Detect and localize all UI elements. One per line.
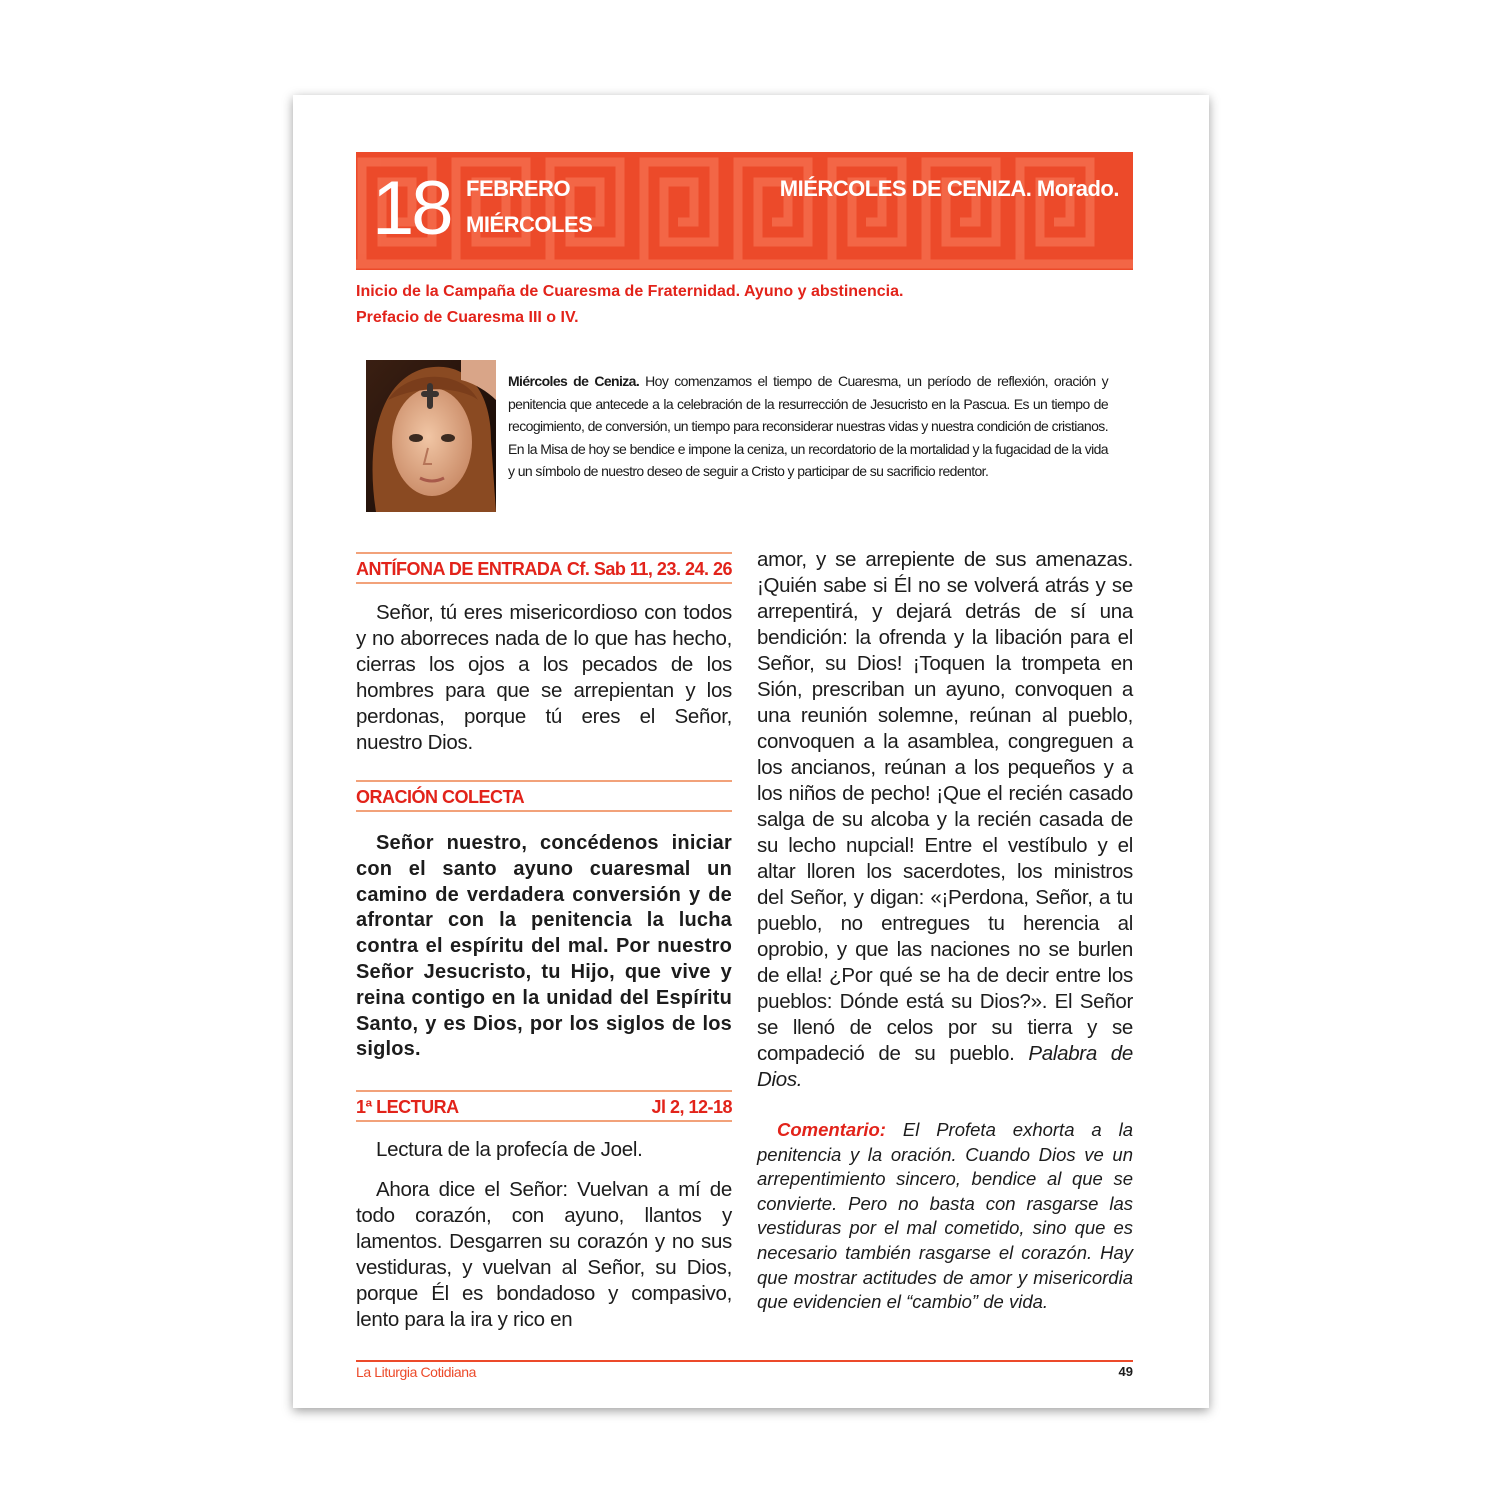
lectura-title: 1ª LECTURA — [356, 1097, 459, 1117]
lectura-text-left: Ahora dice el Señor: Vuelvan a mí de todo corazón, con ayuno, llantos y lamentos. Desgarren su corazón y no sus vestiduras, y vuelvan al Señor, su Dios, porque Él es bondadoso y compasivo, lento para la ira y rico en — [356, 1178, 732, 1331]
footer-rule — [356, 1360, 1133, 1362]
intro-lead: Miércoles de Ceniza. — [508, 373, 640, 389]
feast-title: MIÉRCOLES DE CENIZA. Morado. — [779, 176, 1119, 201]
month-label: FEBRERO — [466, 176, 571, 201]
lectura-continuation: amor, y se arrepiente de sus amenazas. ¡Quién sabe si Él no se volverá atrás y se arrepentirá, y dejará detrás de sí una bendición: la ofrenda y la libación para el Señor, su Dios! ¡Toquen la trompeta en Sión, prescriban un ayuno, convoquen a una reunión solemne, reúnan al pueblo, convoquen a la asamblea, congreguen a los ancianos, reúnan a los pequeños y a los niños de pecho! ¡Que el recién casado salga de su alcoba y la recién casada de su lecho nupcial! Entre el vestíbulo y el altar lloren los sacerdotes, los ministros del Señor, y digan: «¡Perdona, Señor, a tu pueblo, no entregues tu herencia al oprobio, y que las naciones no se burlen de ella! ¿Por qué se ha de decir entre los pueblos: Dónde está su Dios?». El Señor se llenó de celos por su tierra y se compadeció de su pueblo. — [757, 548, 1133, 1065]
page-number: 49 — [1118, 1364, 1133, 1379]
antifona-title: ANTÍFONA DE ENTRADA — [356, 559, 562, 579]
lectura-reference: Jl 2, 12-18 — [651, 1097, 732, 1117]
comentario-block — [757, 1118, 1133, 1315]
lectura-header — [356, 1090, 732, 1122]
intro-paragraph — [508, 370, 1108, 483]
weekday-label: MIÉRCOLES — [466, 212, 593, 237]
lectura-text-right — [757, 547, 1133, 1093]
ash-wednesday-photo — [366, 360, 496, 512]
antifona-text: Señor, tú eres misericordioso con todos y no aborreces nada de lo que has hecho, cierras los ojos a los pecados de los hombres para que se arrepientan y los perdonas, porque tú eres el Señor, nuestro Dios. — [356, 601, 732, 754]
note-line-1: Inicio de la Campaña de Cuaresma de Fraternidad. Ayuno y abstinencia. — [356, 283, 904, 300]
colecta-title: ORACIÓN COLECTA — [356, 787, 525, 807]
colecta-text: Señor nuestro, concédenos iniciar con el santo ayuno cuaresmal un camino de verdadera conversión y de afrontar con la penitencia la lucha contra el espíritu del mal. Por nuestro Señor Jesucristo, tu Hijo, que vive y reina contigo en la unidad del Espíritu Santo, y es Dios, por los siglos de los siglos. — [356, 832, 732, 1061]
note-line-2: Prefacio de Cuaresma III o IV. — [356, 309, 579, 326]
comentario-label: Comentario: — [777, 1119, 886, 1140]
publication-name: La Liturgia Cotidiana — [356, 1364, 477, 1380]
colecta-header — [356, 780, 732, 812]
intro-text: Hoy comenzamos el tiempo de Cuaresma, un período de reflexión, oración y penitencia que antecede a la celebración de la resurrección de Jesucristo en la Pascua. Es un tiempo de recogimiento, de conversión, un tiempo para reconsiderar nuestras vidas y nuestra condición de cristianos. En la Misa de hoy se bendice e impone la ceniza, un recordatorio de la mortalidad y la fugacidad de la vida y un símbolo de nuestro deseo de seguir a Cristo y participar de su sacrificio redentor. — [508, 373, 1108, 480]
lectura-intro: Lectura de la profecía de Joel. — [376, 1138, 643, 1161]
day-number: 18 — [372, 166, 451, 251]
date-header-banner — [356, 152, 1133, 270]
antifona-header — [356, 552, 732, 584]
greek-key-pattern — [356, 152, 1133, 270]
comentario-text: El Profeta exhorta a la penitencia y la oración. Cuando Dios ve un arrepentimiento sincero, bendice al que se convierte. Pero no basta con rasgarse las vestiduras por el mal cometido, sino que es necesario también rasgarse el corazón. Hay que mostrar actitudes de amor y misericordia que evidencien el “cambio” de vida. — [757, 1119, 1133, 1313]
antifona-reference: Cf. Sab 11, 23. 24. 26 — [566, 559, 732, 579]
lectura-closing: Palabra de Dios. — [757, 1042, 1133, 1091]
